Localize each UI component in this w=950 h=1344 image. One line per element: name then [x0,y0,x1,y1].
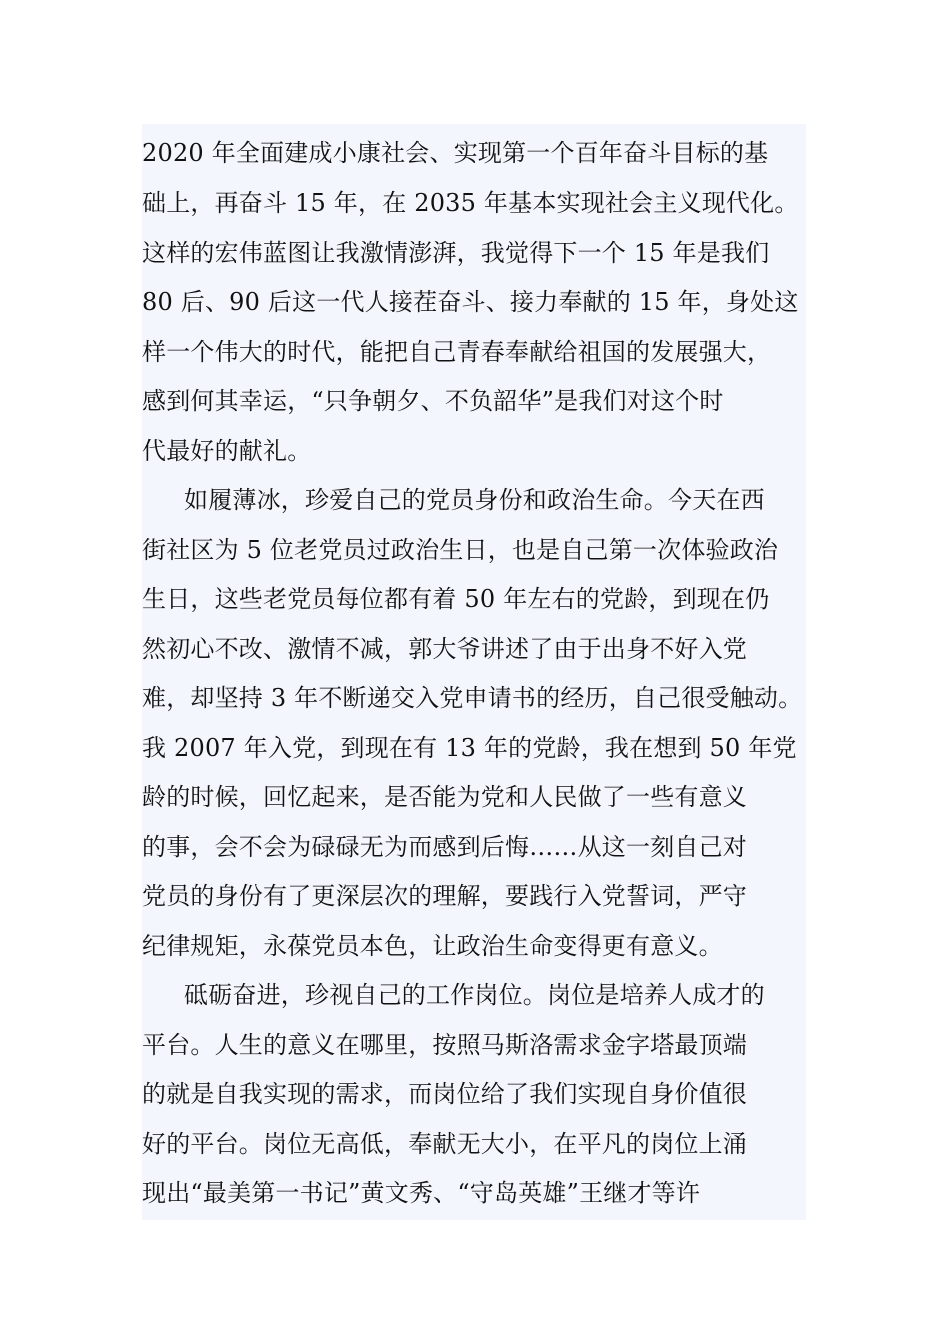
paragraph-first-line: 砥砺奋进，珍视自己的工作岗位。岗位是培养人成才的 [184,981,765,1009]
paragraph-first-line: 如履薄冰，珍爱自己的党员身份和政治生命。今天在西 [184,486,765,514]
text-line: 平台。人生的意义在哪里，按照马斯洛需求金字塔最顶端 [142,1031,747,1059]
text-line: 的就是自我实现的需求，而岗位给了我们实现自身价值很 [142,1080,747,1108]
text-line: 我 2007 年入党，到现在有 13 年的党龄，我在想到 50 年党 [142,734,797,762]
text-line: 80 后、90 后这一代人接茬奋斗、接力奉献的 15 年，身处这 [142,288,799,316]
text-line: 纪律规矩，永葆党员本色，让政治生命变得更有意义。 [142,932,723,960]
text-line: 2020 年全面建成小康社会、实现第一个百年奋斗目标的基 [142,139,769,167]
text-line: 代最好的献礼。 [142,437,312,465]
text-line: 龄的时候，回忆起来，是否能为党和人民做了一些有意义 [142,783,747,811]
text-line: 然初心不改、激情不减，郭大爷讲述了由于出身不好入党 [142,635,747,663]
text-line: 街社区为 5 位老党员过政治生日，也是自己第一次体验政治 [142,536,779,564]
text-line: 样一个伟大的时代，能把自己青春奉献给祖国的发展强大， [142,338,772,366]
text-line: 感到何其幸运，“只争朝夕、不负韶华”是我们对这个时 [142,387,724,415]
text-line: 础上，再奋斗 15 年，在 2035 年基本实现社会主义现代化。 [142,189,799,217]
text-line: 现出“最美第一书记”黄文秀、“守岛英雄”王继才等许 [142,1179,701,1207]
text-line: 生日，这些老党员每位都有着 50 年左右的党龄，到现在仍 [142,585,770,613]
text-line: 这样的宏伟蓝图让我激情澎湃，我觉得下一个 15 年是我们 [142,239,770,267]
text-line: 的事，会不会为碌碌无为而感到后悔……从这一刻自己对 [142,833,747,861]
text-block [142,124,806,1220]
text-line: 党员的身份有了更深层次的理解，要践行入党誓词，严守 [142,882,747,910]
text-line: 好的平台。岗位无高低，奉献无大小，在平凡的岗位上涌 [142,1130,747,1158]
text-line: 难，却坚持 3 年不断递交入党申请书的经历，自己很受触动。 [142,684,803,712]
